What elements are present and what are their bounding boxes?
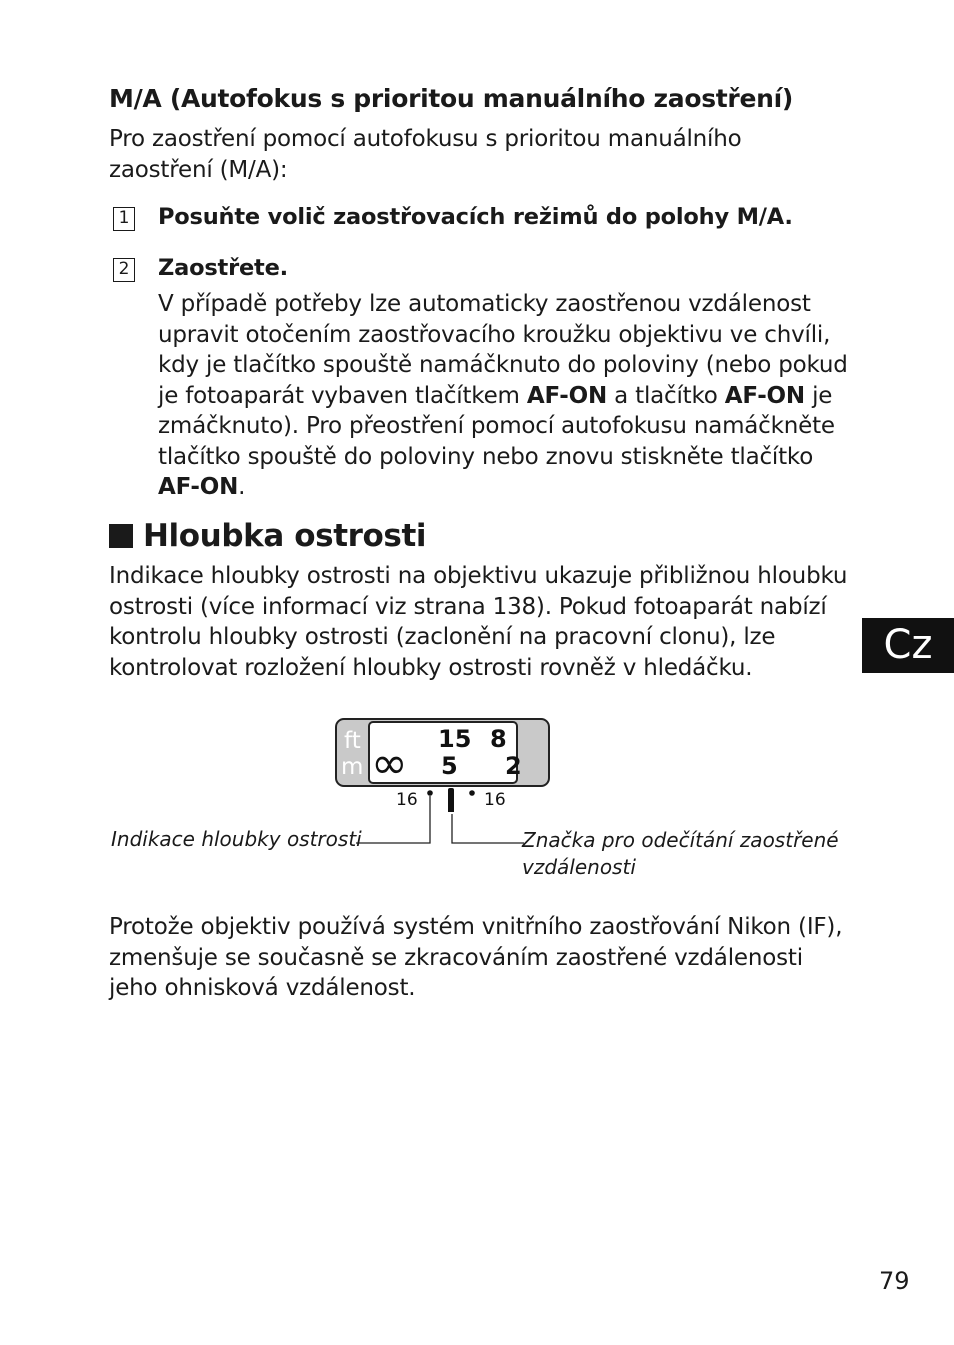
caption-leader-lines bbox=[350, 790, 530, 850]
step-1-number: 1 bbox=[113, 207, 135, 231]
unit-m-label: m bbox=[341, 754, 364, 780]
dof-paragraph: Indikace hloubky ostrosti na objektivu ukazuje přibližnou hloubku ostrosti (více informací viz strana 138). Pokud fotoaparát nabízí kontrolu hloubky ostrosti (zaclonění na pracovní clonu), lze kontrolovat rozložení hloubky ostrosti rovněž v hledáčku. bbox=[109, 563, 848, 681]
caption-focus-index: Značka pro odečítání zaostřené vzdálenosti bbox=[522, 828, 839, 879]
section-heading-dof bbox=[109, 518, 426, 554]
section-heading-ma: M/A (Autofokus s prioritou manuálního zaostření) bbox=[109, 84, 794, 113]
section-square-icon bbox=[109, 524, 133, 548]
step-2-body-part3: je zmáčknuto). Pro přeostření pomocí autofokusu namáčkněte tlačítko spouště do poloviny nebo znovu stiskněte tlačítko bbox=[158, 382, 835, 470]
af-on-label-1: AF-ON bbox=[526, 382, 608, 409]
step-1-text: Posuňte volič zaostřovacích režimů do polohy M/A. bbox=[158, 204, 793, 230]
ft-value-15: 15 bbox=[438, 725, 472, 753]
closing-paragraph: Protože objektiv používá systém vnitřního zaostřování Nikon (IF), zmenšuje se současně se zkracováním zaostřené vzdálenosti jeho ohnisková vzdálenost. bbox=[109, 914, 843, 1001]
m-value-2: 2 bbox=[505, 752, 522, 780]
dof-scale-right: 16 bbox=[484, 790, 506, 810]
step-2-body-part4: . bbox=[238, 474, 246, 500]
language-tab: Cz bbox=[862, 618, 954, 673]
unit-ft-label: ft bbox=[344, 728, 361, 754]
dof-scale-left: 16 bbox=[396, 790, 418, 810]
m-value-5: 5 bbox=[441, 752, 458, 780]
step-2-body-part1: V případě potřeby lze automaticky zaostřenou vzdálenost upravit otočením zaostřovacího kroužku objektivu ve chvíli, kdy je tlačítko spouště namáčknuto do poloviny (nebo pokud je fotoaparát vybaven tlačítkem bbox=[158, 291, 848, 409]
af-on-label-3: AF-ON bbox=[158, 474, 239, 500]
leader-line-dof bbox=[356, 796, 430, 843]
page-number: 79 bbox=[879, 1267, 910, 1295]
step-2-number: 2 bbox=[113, 258, 135, 282]
infinity-mark: ∞ bbox=[371, 738, 408, 789]
section-heading-dof-text: Hloubka ostrosti bbox=[143, 518, 427, 554]
step-2-body-part2: a tlačítko bbox=[607, 382, 725, 409]
ft-value-8: 8 bbox=[490, 725, 507, 753]
caption-dof-indicator: Indikace hloubky ostrosti bbox=[111, 827, 362, 851]
step-2-title: Zaostřete. bbox=[158, 255, 289, 281]
af-on-label-2: AF-ON bbox=[724, 382, 805, 409]
leader-line-focus bbox=[452, 814, 524, 843]
step-2-body bbox=[158, 289, 848, 503]
intro-paragraph: Pro zaostření pomocí autofokusu s prioritou manuálního zaostření (M/A): bbox=[109, 126, 742, 183]
